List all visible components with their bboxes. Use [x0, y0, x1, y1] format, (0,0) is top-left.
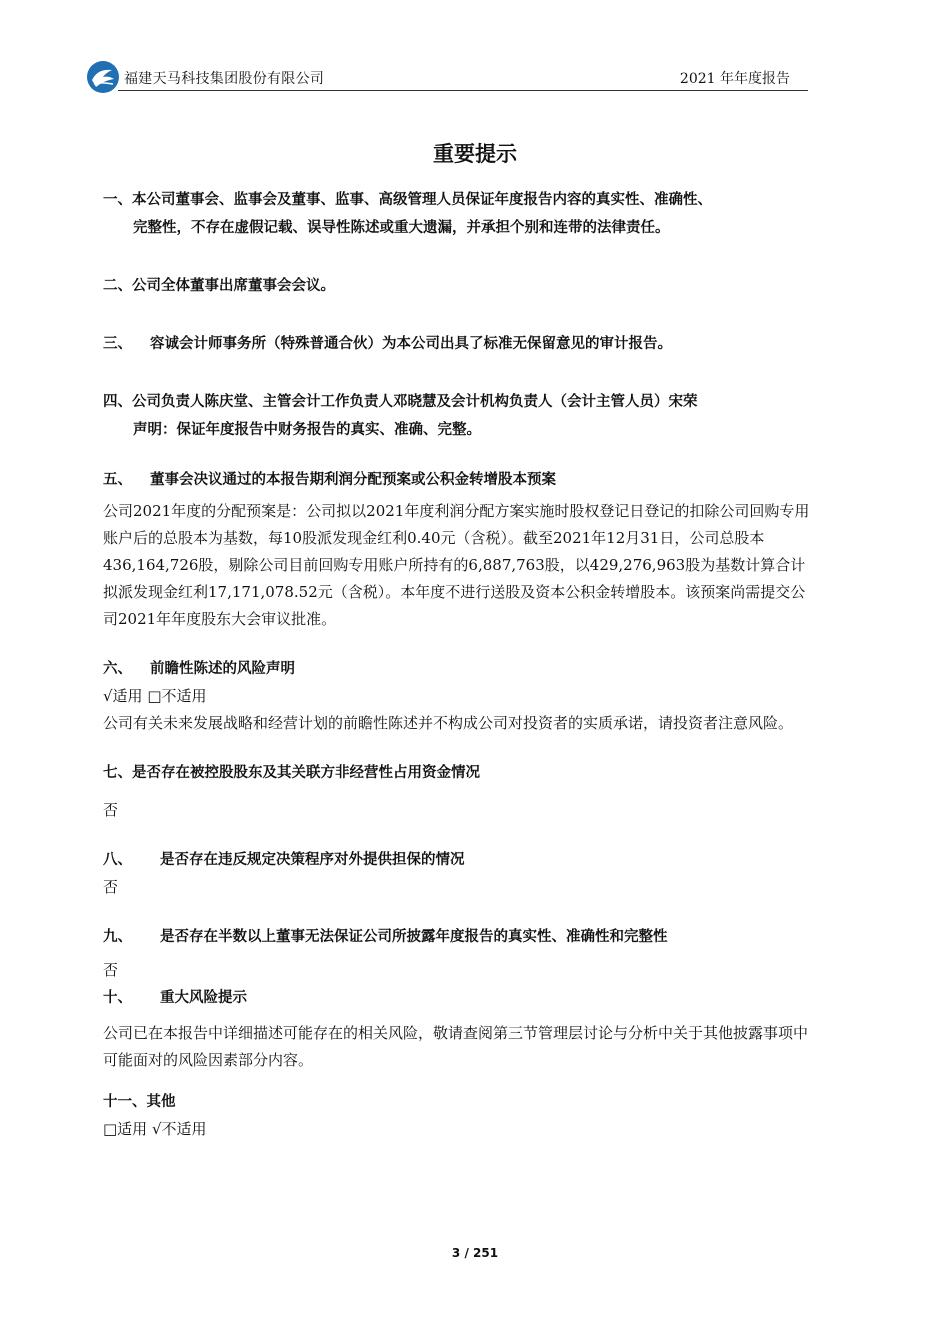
section-10-body: 公司已在本报告中详细描述可能存在的相关风险，敬请查阅第三节管理层讨论与分析中关于其他披露事项中可能面对的风险因素部分内容。	[103, 1024, 809, 1069]
section-1	[103, 186, 815, 242]
section-5-heading	[103, 466, 815, 494]
section-8-heading	[103, 846, 815, 874]
section-8-answer: 否	[103, 878, 119, 896]
section-3	[103, 330, 815, 358]
section-5-title: 董事会决议通过的本报告期利润分配预案或公积金转增股本预案	[150, 472, 556, 488]
section-4-line-2: 声明：保证年度报告中财务报告的真实、准确、完整。	[133, 422, 481, 438]
section-3-number: 三、	[103, 336, 132, 352]
section-11-applicability: □适用 √不适用	[103, 1120, 207, 1138]
page-header	[86, 60, 808, 92]
section-10-title: 重大风险提示	[160, 990, 247, 1006]
section-6-heading	[103, 655, 815, 683]
page-title: 重要提示	[433, 142, 517, 166]
section-1-line-1: 一、本公司董事会、监事会及董事、监事、高级管理人员保证年度报告内容的真实性、准确性、	[103, 192, 712, 208]
section-10-heading	[103, 984, 815, 1012]
section-2: 二、公司全体董事出席董事会会议。	[103, 278, 335, 294]
section-6-body: 公司有关未来发展战略和经营计划的前瞻性陈述并不构成公司对投资者的实质承诺，请投资者注意风险。	[103, 714, 794, 732]
section-9-title: 是否存在半数以上董事无法保证公司所披露年度报告的真实性、准确性和完整性	[160, 929, 668, 945]
section-4-line-1: 四、公司负责人陈庆堂、主管会计工作负责人邓晓慧及会计机构负责人（会计主管人员）宋荣	[103, 394, 698, 410]
section-1-line-2: 完整性，不存在虚假记载、误导性陈述或重大遗漏，并承担个别和连带的法律责任。	[133, 220, 670, 236]
company-logo-icon	[86, 60, 120, 94]
section-5-number: 五、	[103, 472, 132, 488]
section-6-applicability: √适用 □不适用	[103, 687, 207, 705]
section-11-heading: 十一、其他	[103, 1094, 176, 1110]
section-9-number: 九、	[103, 929, 132, 945]
section-7-answer: 否	[103, 801, 119, 819]
company-name: 福建天马科技集团股份有限公司	[124, 71, 325, 87]
report-title: 2021 年年度报告	[679, 71, 790, 87]
section-6-number: 六、	[103, 661, 132, 677]
section-10-number: 十、	[103, 990, 132, 1006]
header-divider	[118, 90, 808, 91]
section-4	[103, 388, 815, 444]
section-9-answer: 否	[103, 961, 119, 979]
section-9-heading	[103, 923, 815, 951]
section-7-heading: 七、是否存在被控股股东及其关联方非经营性占用资金情况	[103, 765, 480, 781]
section-8-title: 是否存在违反规定决策程序对外提供担保的情况	[160, 852, 465, 868]
section-8-number: 八、	[103, 852, 132, 868]
page-number: 3 / 251	[451, 1246, 499, 1260]
section-3-text: 容诚会计师事务所（特殊普通合伙）为本公司出具了标准无保留意见的审计报告。	[150, 336, 672, 352]
document-body	[103, 186, 815, 1143]
section-6-title: 前瞻性陈述的风险声明	[150, 661, 295, 677]
section-5-body: 公司2021年度的分配预案是：公司拟以2021年度利润分配方案实施时股权登记日登记的扣除公司回购专用账户后的总股本为基数，每10股派发现金红利0.40元（含税）。截至2021年12月31日，公司总股本436,164,726股，剔除公司目前回购专用账户所持有的6,887,763股，以429,276,963股为基数计算合计拟派发现金红利17,171,078.52元（含税）。本年度不进行送股及资本公积金转增股本。该预案尚需提交公司2021年年度股东大会审议批准。	[103, 502, 810, 628]
